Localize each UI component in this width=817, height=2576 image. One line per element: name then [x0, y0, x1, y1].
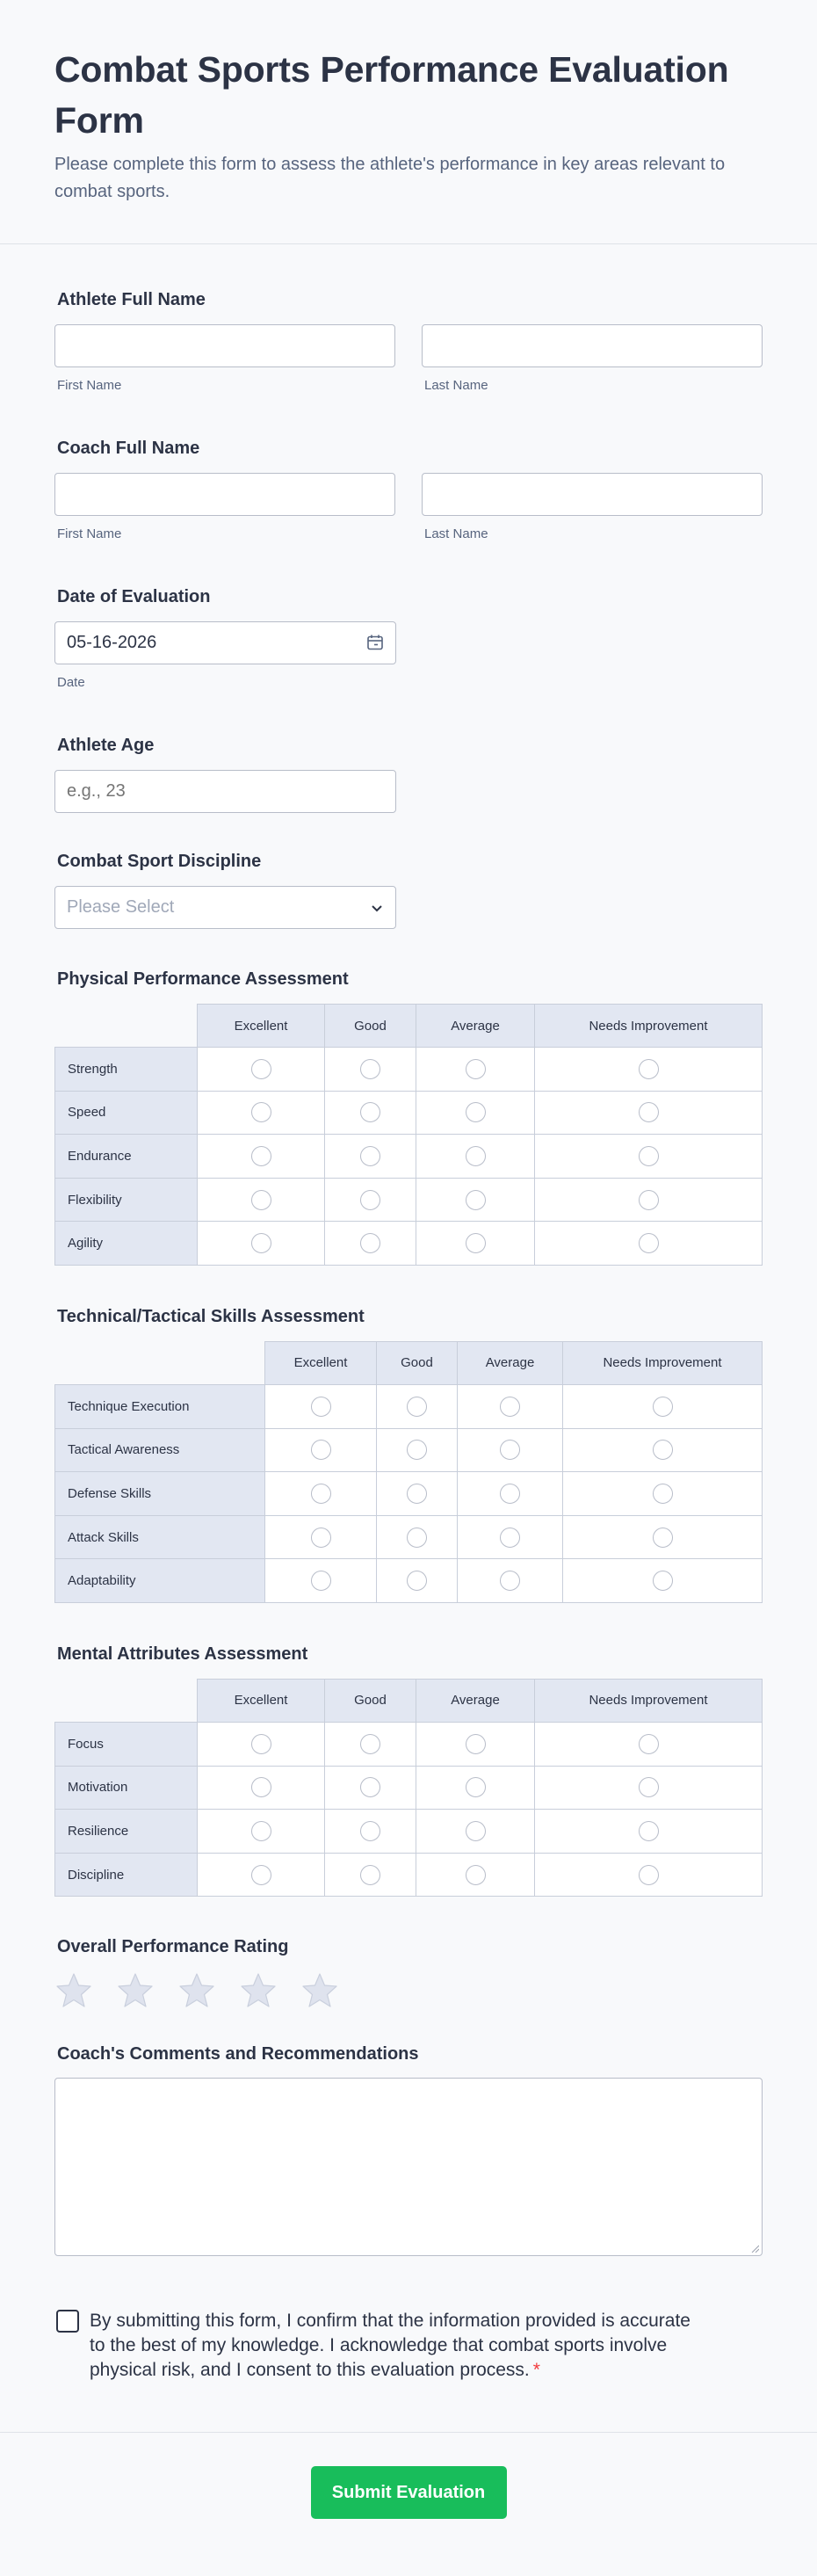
age-input[interactable]: [54, 770, 396, 813]
mental-radio[interactable]: [251, 1734, 271, 1754]
physical-cell: [535, 1091, 763, 1135]
technical-matrix: [54, 1341, 763, 1603]
technical-row: [55, 1428, 763, 1472]
technical-column-header: Average: [458, 1341, 563, 1384]
physical-row-label: Endurance: [55, 1135, 198, 1179]
physical-radio[interactable]: [251, 1059, 271, 1079]
physical-cell: [416, 1135, 535, 1179]
technical-radio[interactable]: [653, 1484, 673, 1504]
technical-cell: [377, 1428, 458, 1472]
technical-row: [55, 1472, 763, 1516]
physical-row-label: Strength: [55, 1048, 198, 1092]
physical-cell: [535, 1222, 763, 1266]
header-divider: [0, 243, 817, 244]
physical-column-header: Excellent: [198, 1005, 325, 1048]
mental-cell: [416, 1722, 535, 1766]
coach-last-name-input[interactable]: [422, 473, 763, 516]
technical-row-label: Attack Skills: [55, 1515, 265, 1559]
coach-last-name-sublabel: Last Name: [424, 526, 488, 541]
mental-radio[interactable]: [466, 1777, 486, 1797]
mental-cell: [325, 1766, 416, 1810]
date-input[interactable]: 05-16-2026: [54, 621, 396, 664]
physical-radio[interactable]: [360, 1059, 380, 1079]
physical-radio[interactable]: [360, 1190, 380, 1210]
athlete-name-label: Athlete Full Name: [57, 290, 206, 309]
mental-row-label: Resilience: [55, 1810, 198, 1854]
mental-row-label: Focus: [55, 1722, 198, 1766]
physical-cell: [198, 1178, 325, 1222]
mental-cell: [535, 1722, 763, 1766]
mental-radio[interactable]: [251, 1865, 271, 1885]
technical-radio[interactable]: [407, 1440, 427, 1460]
physical-radio[interactable]: [251, 1190, 271, 1210]
technical-cell: [265, 1428, 377, 1472]
physical-radio[interactable]: [639, 1146, 659, 1166]
technical-radio[interactable]: [500, 1484, 520, 1504]
technical-cell: [377, 1472, 458, 1516]
star-rating: [54, 1972, 763, 2009]
mental-radio[interactable]: [639, 1821, 659, 1841]
mental-radio[interactable]: [639, 1865, 659, 1885]
mental-cell: [325, 1810, 416, 1854]
technical-row: [55, 1559, 763, 1603]
physical-assessment-field: [54, 968, 763, 1266]
consent-checkbox[interactable]: [56, 2310, 79, 2333]
mental-radio[interactable]: [360, 1734, 380, 1754]
technical-row: [55, 1515, 763, 1559]
date-field: [54, 585, 763, 690]
technical-cell: [458, 1515, 563, 1559]
technical-cell: [458, 1559, 563, 1603]
technical-radio[interactable]: [311, 1440, 331, 1460]
technical-row-label: Adaptability: [55, 1559, 265, 1603]
mental-radio[interactable]: [251, 1777, 271, 1797]
technical-column-header: Needs Improvement: [563, 1341, 763, 1384]
physical-radio[interactable]: [639, 1233, 659, 1253]
mental-matrix: [54, 1679, 763, 1897]
physical-row-label: Flexibility: [55, 1178, 198, 1222]
physical-row: [55, 1178, 763, 1222]
physical-column-header: Needs Improvement: [535, 1005, 763, 1048]
age-label: Athlete Age: [57, 736, 155, 755]
mental-radio[interactable]: [466, 1865, 486, 1885]
physical-cell: [535, 1135, 763, 1179]
physical-cell: [325, 1178, 416, 1222]
technical-radio[interactable]: [500, 1440, 520, 1460]
physical-row-label: Speed: [55, 1091, 198, 1135]
physical-cell: [416, 1091, 535, 1135]
physical-assessment-label: Physical Performance Assessment: [57, 969, 349, 989]
discipline-select[interactable]: [54, 886, 396, 929]
physical-row-label: Agility: [55, 1222, 198, 1266]
submit-button[interactable]: Submit Evaluation: [311, 2466, 507, 2519]
required-asterisk: *: [532, 2360, 540, 2381]
mental-column-header: Good: [325, 1679, 416, 1722]
technical-cell: [377, 1384, 458, 1428]
physical-cell: [198, 1135, 325, 1179]
physical-radio[interactable]: [360, 1146, 380, 1166]
physical-cell: [325, 1135, 416, 1179]
mental-radio[interactable]: [360, 1821, 380, 1841]
technical-radio[interactable]: [407, 1484, 427, 1504]
technical-assessment-label: Technical/Tactical Skills Assessment: [57, 1306, 365, 1326]
technical-cell: [563, 1559, 763, 1603]
physical-cell: [535, 1178, 763, 1222]
technical-radio[interactable]: [500, 1527, 520, 1548]
technical-cell: [458, 1472, 563, 1516]
coach-first-name-input[interactable]: [54, 473, 395, 516]
matrix-corner: [55, 1679, 198, 1722]
technical-column-header: Good: [377, 1341, 458, 1384]
physical-row: [55, 1091, 763, 1135]
date-sublabel: Date: [57, 675, 85, 690]
star-icon[interactable]: [240, 1972, 277, 2009]
physical-cell: [416, 1178, 535, 1222]
mental-column-header: Needs Improvement: [535, 1679, 763, 1722]
consent-text: [90, 2309, 696, 2383]
technical-cell: [563, 1472, 763, 1516]
technical-radio[interactable]: [653, 1571, 673, 1591]
technical-row-label: Defense Skills: [55, 1472, 265, 1516]
physical-radio[interactable]: [466, 1059, 486, 1079]
star-icon[interactable]: [55, 1972, 92, 2009]
technical-cell: [265, 1472, 377, 1516]
mental-radio[interactable]: [466, 1734, 486, 1754]
coach-first-name-sublabel: First Name: [57, 526, 122, 541]
mental-radio[interactable]: [360, 1777, 380, 1797]
form-title: Combat Sports Performance Evaluation Form: [54, 49, 729, 141]
mental-cell: [416, 1810, 535, 1854]
technical-cell: [265, 1559, 377, 1603]
physical-cell: [416, 1048, 535, 1092]
athlete-first-name-input[interactable]: [54, 324, 395, 367]
mental-row: [55, 1853, 763, 1897]
mental-cell: [325, 1853, 416, 1897]
physical-radio[interactable]: [639, 1102, 659, 1122]
form-subtitle: Please complete this form to assess the athlete's performance in key areas relevant to combat sports.: [54, 155, 726, 201]
mental-radio[interactable]: [639, 1777, 659, 1797]
mental-row: [55, 1722, 763, 1766]
technical-row-label: Tactical Awareness: [55, 1428, 265, 1472]
physical-column-header: Average: [416, 1005, 535, 1048]
mental-row: [55, 1766, 763, 1810]
matrix-corner: [55, 1005, 198, 1048]
resize-grip-icon[interactable]: [750, 2244, 759, 2253]
athlete-first-name-sublabel: First Name: [57, 378, 122, 393]
physical-radio[interactable]: [466, 1146, 486, 1166]
mental-cell: [325, 1722, 416, 1766]
physical-radio[interactable]: [360, 1102, 380, 1122]
mental-radio[interactable]: [466, 1821, 486, 1841]
technical-row-label: Technique Execution: [55, 1384, 265, 1428]
chevron-down-icon: [370, 901, 384, 915]
physical-matrix: [54, 1004, 763, 1266]
physical-radio[interactable]: [251, 1146, 271, 1166]
technical-radio[interactable]: [407, 1571, 427, 1591]
technical-radio[interactable]: [653, 1527, 673, 1548]
technical-cell: [563, 1384, 763, 1428]
coach-name-label: Coach Full Name: [57, 439, 200, 458]
matrix-corner: [55, 1341, 265, 1384]
comments-textarea[interactable]: [54, 2078, 763, 2256]
mental-cell: [535, 1810, 763, 1854]
technical-radio[interactable]: [311, 1571, 331, 1591]
athlete-last-name-input[interactable]: [422, 324, 763, 367]
physical-radio[interactable]: [466, 1102, 486, 1122]
mental-row-label: Discipline: [55, 1853, 198, 1897]
mental-cell: [535, 1853, 763, 1897]
discipline-label: Combat Sport Discipline: [57, 852, 262, 871]
mental-cell: [198, 1722, 325, 1766]
mental-row-label: Motivation: [55, 1766, 198, 1810]
technical-cell: [458, 1428, 563, 1472]
rating-field: [54, 1935, 763, 2009]
technical-radio[interactable]: [407, 1397, 427, 1417]
form-body: [0, 288, 817, 2383]
mental-column-header: Average: [416, 1679, 535, 1722]
technical-radio[interactable]: [500, 1397, 520, 1417]
consent-label: By submitting this form, I confirm that the information provided is accurate to the best of my knowledge. I acknowledge that combat sports involve physical risk, and I consent to this evaluation process.: [90, 2311, 690, 2381]
physical-radio[interactable]: [639, 1059, 659, 1079]
physical-radio[interactable]: [639, 1190, 659, 1210]
physical-radio[interactable]: [466, 1233, 486, 1253]
footer-divider: [0, 2432, 817, 2433]
physical-cell: [198, 1091, 325, 1135]
technical-radio[interactable]: [311, 1484, 331, 1504]
mental-cell: [198, 1853, 325, 1897]
physical-cell: [198, 1048, 325, 1092]
form-header: [0, 0, 817, 243]
technical-cell: [563, 1428, 763, 1472]
age-field: [54, 734, 763, 813]
physical-cell: [325, 1222, 416, 1266]
physical-row: [55, 1222, 763, 1266]
mental-radio[interactable]: [360, 1865, 380, 1885]
mental-cell: [416, 1853, 535, 1897]
physical-row: [55, 1135, 763, 1179]
physical-radio[interactable]: [251, 1233, 271, 1253]
discipline-selected-value: Please Select: [67, 897, 175, 917]
technical-cell: [458, 1384, 563, 1428]
technical-column-header: Excellent: [265, 1341, 377, 1384]
technical-cell: [265, 1515, 377, 1559]
mental-row: [55, 1810, 763, 1854]
date-label: Date of Evaluation: [57, 587, 211, 606]
physical-column-header: Good: [325, 1005, 416, 1048]
coach-name-field: [54, 437, 763, 541]
technical-cell: [377, 1515, 458, 1559]
athlete-last-name-sublabel: Last Name: [424, 378, 488, 393]
technical-assessment-field: [54, 1305, 763, 1603]
physical-radio[interactable]: [466, 1190, 486, 1210]
physical-radio[interactable]: [251, 1102, 271, 1122]
mental-assessment-label: Mental Attributes Assessment: [57, 1644, 308, 1664]
mental-assessment-field: [54, 1643, 763, 1897]
rating-label: Overall Performance Rating: [57, 1937, 289, 1957]
technical-radio[interactable]: [311, 1527, 331, 1548]
physical-cell: [416, 1222, 535, 1266]
comments-label: Coach's Comments and Recommendations: [57, 2044, 419, 2064]
technical-radio[interactable]: [407, 1527, 427, 1548]
athlete-name-field: [54, 288, 763, 393]
physical-cell: [325, 1048, 416, 1092]
technical-cell: [563, 1515, 763, 1559]
mental-radio[interactable]: [251, 1821, 271, 1841]
mental-cell: [535, 1766, 763, 1810]
mental-radio[interactable]: [639, 1734, 659, 1754]
mental-cell: [198, 1810, 325, 1854]
star-icon[interactable]: [117, 1972, 154, 2009]
physical-cell: [325, 1091, 416, 1135]
mental-column-header: Excellent: [198, 1679, 325, 1722]
discipline-field: [54, 850, 763, 929]
physical-radio[interactable]: [360, 1233, 380, 1253]
technical-row: [55, 1384, 763, 1428]
consent-field: [54, 2309, 763, 2383]
star-icon[interactable]: [301, 1972, 338, 2009]
technical-radio[interactable]: [653, 1397, 673, 1417]
comments-field: [54, 2043, 763, 2256]
star-icon[interactable]: [178, 1972, 215, 2009]
technical-radio[interactable]: [653, 1440, 673, 1460]
mental-cell: [416, 1766, 535, 1810]
physical-cell: [198, 1222, 325, 1266]
technical-radio[interactable]: [311, 1397, 331, 1417]
technical-radio[interactable]: [500, 1571, 520, 1591]
mental-cell: [198, 1766, 325, 1810]
technical-cell: [265, 1384, 377, 1428]
calendar-icon[interactable]: [366, 634, 384, 651]
physical-row: [55, 1048, 763, 1092]
technical-cell: [377, 1559, 458, 1603]
physical-cell: [535, 1048, 763, 1092]
